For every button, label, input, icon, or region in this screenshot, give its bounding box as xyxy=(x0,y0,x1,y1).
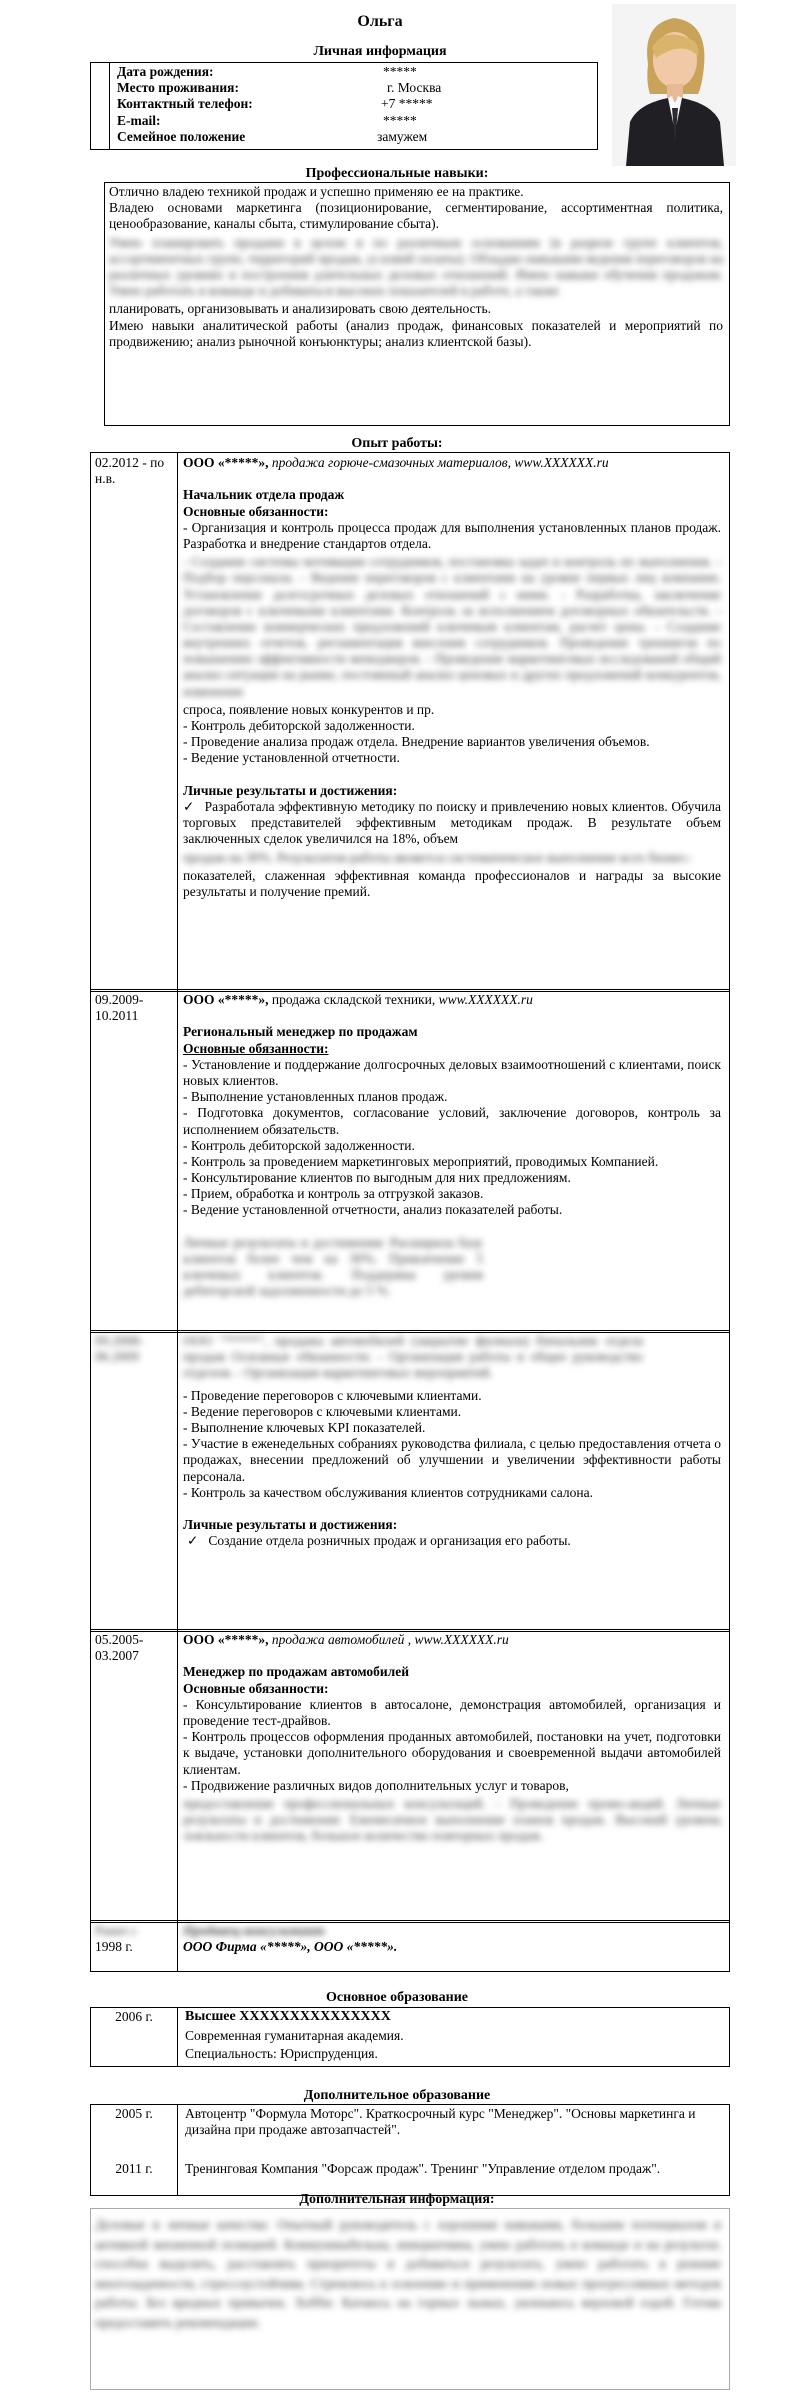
additional-info-title: Дополнительная информация: xyxy=(299,2192,495,2207)
company-desc: продажа складской техники, xyxy=(271,992,436,1007)
job-entry xyxy=(90,1629,730,1923)
portrait-icon xyxy=(612,4,736,166)
duty-item: - Ведение установленной отчетности, анализ показателей работы. xyxy=(183,1202,563,1218)
job-date-blurred: Ранее с xyxy=(95,1923,138,1938)
duty-item: - Прием, обработка и контроль за отгрузкой заказов. xyxy=(183,1186,484,1202)
duty-item: - Выполнение ключевых KPI показателей. xyxy=(183,1419,426,1435)
achievement-item: показателей, слаженная эффективная команда профессионалов и награды за высокие результаты и получение премий. xyxy=(183,867,721,899)
duty-item: - Выполнение установленных планов продаж. xyxy=(183,1089,448,1105)
job-entry xyxy=(90,989,730,1333)
skill-line: Отлично владею техникой продаж и успешно применяю ее на практике. xyxy=(109,184,524,199)
education-title: Основное образование xyxy=(325,1990,469,2005)
phone-label: Контактный телефон: xyxy=(117,96,253,111)
duty-item: спроса, появление новых конкурентов и пр. xyxy=(183,701,435,717)
duty-item: - Ведение переговоров с ключевыми клиентами. xyxy=(183,1403,462,1419)
portrait-photo xyxy=(612,4,736,166)
skill-line: планировать, организовывать и анализировать свою деятельность. xyxy=(109,301,492,317)
email-value: ***** xyxy=(383,113,417,128)
job-body xyxy=(183,455,721,900)
duty-item: - Контроль дебиторской задолженности. xyxy=(183,1137,415,1153)
achievement-item: ✓ Создание отдела розничных продаж и организация его работы. xyxy=(183,1533,721,1549)
birth-date-value: ***** xyxy=(383,64,417,79)
duty-item: - Контроль за качеством обслуживания клиентов сотрудниками салона. xyxy=(183,1484,593,1500)
skills-title: Профессиональные навыки: xyxy=(305,166,489,181)
job-date xyxy=(95,1923,173,1955)
duty-item: - Консультирование клиентов по выгодным для них предложениям. xyxy=(183,1170,571,1186)
skill-blurred: Умею планировать продажи в целом и по различным основаниям (в разрезе групп клиентов, ассортиментных групп, территорий продаж, условий оплаты). Обладаю навыками ведения переговоров на различных уровнях и построения длительных деловых отношений. Имею навыки обучения продажам. Умею работать в команде и добиваться высоких показателей в работе, а также xyxy=(109,234,723,299)
duty-blurred: предоставление профессиональных консультаций. - Проведение промо-акций. Личные результаты и достижения: Ежемесячное выполнение планов продаж. Высокий уровень лояльности клиентов, большое количество повторных продаж. xyxy=(183,1795,721,1844)
job-date: 02.2012 - по н.в. xyxy=(95,455,165,487)
add-education-box xyxy=(90,2104,730,2196)
skills-text xyxy=(109,184,723,350)
education-box xyxy=(90,2007,730,2067)
job-position: Начальник отдела продаж xyxy=(183,487,345,503)
candidate-name: Ольга xyxy=(357,13,403,30)
company-desc: продажа автомобилей , www.XXXXXX.ru xyxy=(271,1632,509,1647)
company-name: ООО Фирма «*****», ООО «*****». xyxy=(183,1939,398,1955)
education-year: 2006 г. xyxy=(115,2009,153,2024)
residence-value: г. Москва xyxy=(387,80,442,95)
job-entry xyxy=(90,1330,730,1632)
course-text: Автоцентр "Формула Моторс". Краткосрочный курс "Менеджер". "Основы маркетинга и дизайна при продаже автозапчастей". xyxy=(185,2106,696,2138)
marital-value: замужем xyxy=(377,129,428,144)
duty-item: - Проведение переговоров с ключевыми клиентами. xyxy=(183,1387,482,1403)
duty-item: - Участие в еженедельных собраниях руководства филиала, с целью предоставления отчета о продажах, внесении предложений об улучшении и увеличении эффективности работы персонала. xyxy=(183,1436,721,1484)
achievements-blurred: Личные результаты и достижения: Расширила базу клиентов более чем на 30%. Привлечение 5 ключевых клиентов. Поддержка уровня дебиторской задолженности до 5 %. xyxy=(183,1234,483,1299)
education-degree: Высшее XXXXXXXXXXXXXXX xyxy=(185,2009,391,2024)
skills-box xyxy=(104,182,730,426)
job-entry xyxy=(90,452,730,992)
duty-item: - Организация и контроль процесса продаж для выполнения установленных планов продаж. Разработка и внедрение стандартов отдела. xyxy=(183,519,721,551)
residence-label: Место проживания: xyxy=(117,80,239,95)
achievement-blurred: продаж на 30%. Результатом работы является систематическое выполнение всех бизнес- xyxy=(183,849,692,865)
course-text: Тренинговая Компания "Форсаж продаж". Тренинг "Управление отделом продаж". xyxy=(185,2161,661,2176)
job-body xyxy=(183,1923,721,1955)
duties-title: Основные обязанности: xyxy=(183,503,329,519)
personal-info-title: Личная информация xyxy=(313,44,447,59)
course-year: 2011 г. xyxy=(115,2161,153,2176)
job-body xyxy=(183,1632,721,1844)
company-name: ООО «*****», xyxy=(183,455,269,470)
job-body xyxy=(183,1333,721,1549)
duty-item: - Контроль дебиторской задолженности. xyxy=(183,718,415,733)
job-position: Региональный менеджер по продажам xyxy=(183,1024,418,1040)
job-entry xyxy=(90,1920,730,1972)
duty-item: - Консультирование клиентов в автосалоне, демонстрация автомобилей, организация и проведение тест-драйвов. xyxy=(183,1696,721,1728)
education-school: Современная гуманитарная академия. xyxy=(185,2027,404,2043)
job-date: 09.2008- 06.2009 xyxy=(95,1333,144,1365)
additional-info-text: Деловые и личные качества: Опытный руководитель с хорошими навыками, большим потенциалом и активной жизненной позицией. Коммуникабельна, инициативна, умею работать в команде и на результат, способна выделять, расставлять приоритеты и добиваться результата, умею работать в режиме многозадачности, стрессоустойчива. Стремлюсь к освоению и применению новых прогрессивных методов работы. Без вредных привычек. Хобби: Катаюсь на горных лыжах, увлекаюсь верховой ездой. Готова предоставить рекомендации. xyxy=(95,2217,721,2330)
job-position-blurred: Продавец-консультант xyxy=(183,1923,325,1938)
course-year: 2005 г. xyxy=(115,2106,153,2121)
duties-title: Основные обязанности: xyxy=(183,1040,329,1056)
duty-item: - Контроль процессов оформления проданных автомобилей, постановки на учет, подготовки к выдаче, установки дополнительного оборудования и своевременной выдачи автомобилей клиентам. xyxy=(183,1729,721,1777)
experience-title: Опыт работы: xyxy=(351,436,443,451)
company-name: ООО «*****», xyxy=(183,992,269,1007)
marital-label: Семейное положение xyxy=(117,129,246,144)
personal-info-table xyxy=(90,62,598,150)
achievement-item: ✓ Разработала эффективную методику по поиску и привлечению новых клиентов. Обучила торговых представителей эффективным методикам продаж. В результате объем заключенных сделок увеличился на 18%, объем xyxy=(183,799,721,848)
company-name: ООО «*****», xyxy=(183,1632,269,1647)
duty-item: - Установление и поддержание долгосрочных деловых взаимоотношений с клиентами, поиск новых клиентов. xyxy=(183,1056,721,1088)
phone-value: +7 ***** xyxy=(381,96,433,111)
job-blurred-header: ООО "*****", продажа автомобилей (закрытие филиала) Начальник отдела продаж Основные обязанности: - Организация работы и общее руководство отделом. - Организация маркетинговых мероприятий. xyxy=(183,1333,643,1381)
duty-item: - Ведение установленной отчетности. xyxy=(183,750,400,766)
job-body xyxy=(183,992,721,1300)
birth-date-label: Дата рождения: xyxy=(117,64,214,79)
achievements-title: Личные результаты и достижения: xyxy=(183,782,398,798)
job-date: 09.2009- 10.2011 xyxy=(95,992,144,1024)
achievements-title: Личные результаты и достижения: xyxy=(183,1517,398,1533)
education-specialty: Специальность: Юриспруденция. xyxy=(185,2045,378,2061)
duties-title: Основные обязанности: xyxy=(183,1680,329,1696)
job-date: 05.2005- 03.2007 xyxy=(95,1632,144,1664)
duty-blurred: - Создание системы мотивации сотрудников, постановка задач и контроль их выполнения. - Подбор персонала. - Ведение переговоров с клиентами на уровне первых лиц компании. Установление долгосрочных деловых отношений с ними. - Разработка, заключение договоров с ключевыми клиентами. Контроль за исполнением договорных обязательств. - Составление коммерческих предложений ключевым клиентам, расчет цены. - Создание внутренних отчетов, регламентация внесения сотрудников. Проведение тренингов по повышению эффективности менеджеров. - Проведение маркетинговых исследований общий анализ ситуации на рынке, постоянный анализ ценовых и других предложений конкурентов, изменение xyxy=(183,554,721,699)
skill-line: Имею навыки аналитической работы (анализ продаж, финансовых показателей и мероприятий по продвижению; анализ рыночной конъюнктуры; анализ клиентской базы). xyxy=(109,317,723,349)
company-desc: продажа горюче-смазочных материалов, www.XXXXXX.ru xyxy=(271,455,609,470)
education-body xyxy=(185,2009,715,2062)
job-position: Менеджер по продажам автомобилей xyxy=(183,1664,409,1680)
add-education-title: Дополнительное образование xyxy=(303,2088,491,2103)
duty-item: - Контроль за проведением маркетинговых мероприятий, проводимых Компанией. xyxy=(183,1153,659,1169)
additional-info-box xyxy=(90,2208,730,2390)
email-label: E-mail: xyxy=(117,113,161,128)
company-url: www.XXXXXX.ru xyxy=(438,992,533,1007)
duty-item: - Продвижение различных видов дополнительных услуг и товаров, xyxy=(183,1777,569,1793)
skill-line: Владею основами маркетинга (позиционирование, сегментирование, ассортиментная политика, ценообразование, каналы сбыта, стимулирование сбыта). xyxy=(109,200,723,232)
duty-item: - Проведение анализа продаж отдела. Внедрение вариантов увеличения объемов. xyxy=(183,734,650,750)
duty-item: - Подготовка документов, согласование условий, заключение договоров, контроль за исполнением обязательств. xyxy=(183,1105,721,1137)
job-date-year: 1998 г. xyxy=(95,1939,133,1955)
